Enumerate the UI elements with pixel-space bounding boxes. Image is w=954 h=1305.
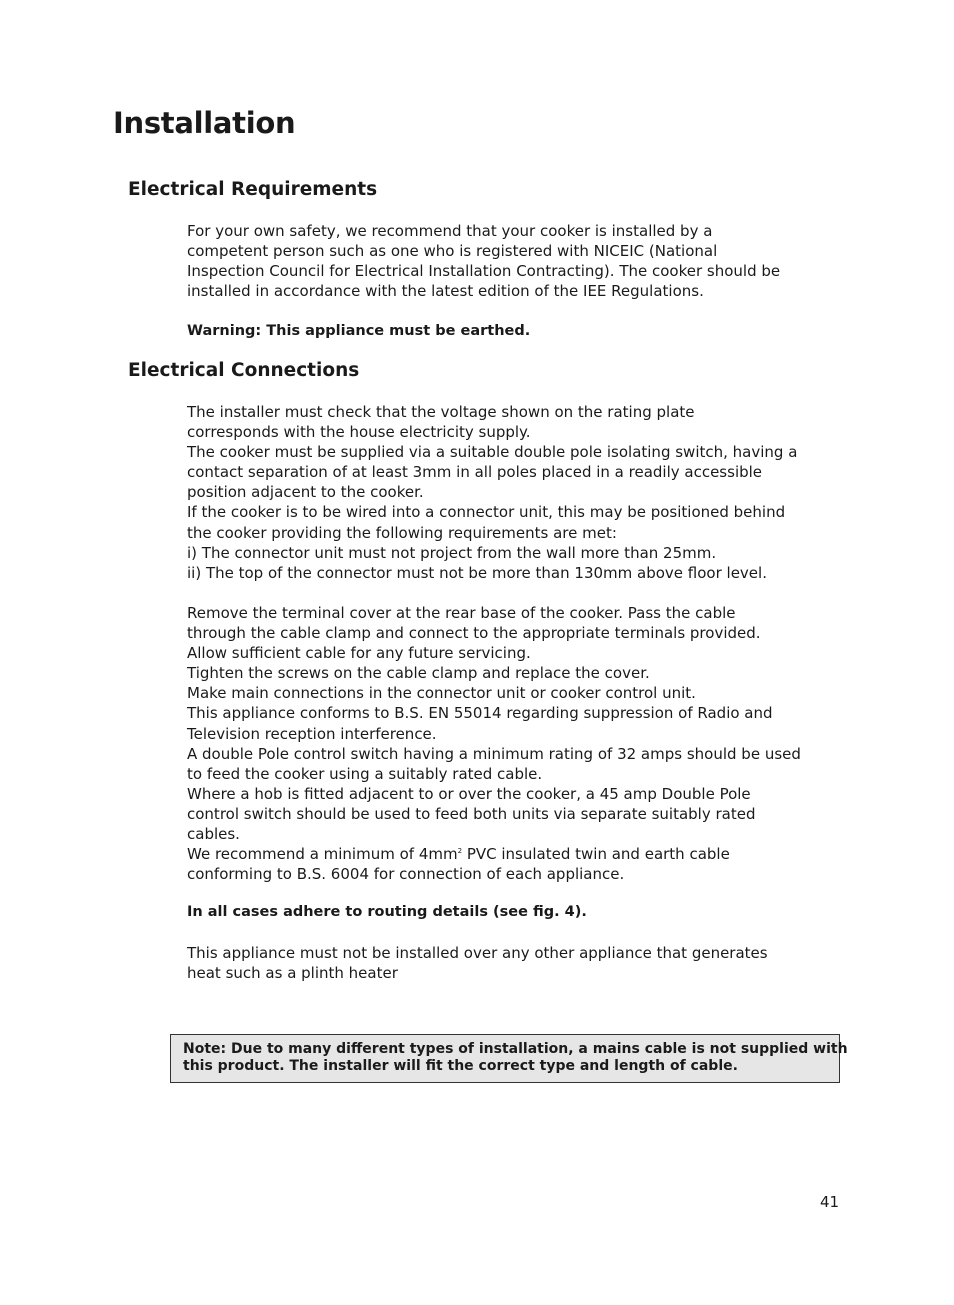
paragraph-line: Remove the terminal cover at the rear base of the cooker. Pass the cable bbox=[187, 603, 736, 622]
paragraph-line: For your own safety, we recommend that your cooker is installed by a bbox=[187, 222, 713, 240]
paragraph-line: This appliance must not be installed over any other appliance that generates bbox=[187, 944, 768, 962]
paragraph-line: Where a hob is fitted adjacent to or over the cooker, a 45 amp Double Pole bbox=[187, 784, 751, 803]
cable-text-post: PVC insulated twin and earth cable bbox=[462, 845, 730, 864]
note-line: this product. The installer will fit the correct type and length of cable. bbox=[183, 1058, 738, 1074]
paragraph-line: Make main connections in the connector unit or cooker control unit. bbox=[187, 684, 696, 703]
paragraph-line: to feed the cooker using a suitably rated cable. bbox=[187, 764, 543, 783]
paragraph-line: installed in accordance with the latest edition of the IEE Regulations. bbox=[187, 282, 704, 301]
paragraph-line: This appliance conforms to B.S. EN 55014 regarding suppression of Radio and bbox=[187, 704, 773, 723]
plinth-heater-paragraph bbox=[187, 943, 847, 983]
paragraph-line: Tighten the screws on the cable clamp and replace the cover. bbox=[187, 664, 650, 683]
paragraph-line: If the cooker is to be wired into a connector unit, this may be positioned behind bbox=[187, 503, 786, 522]
note-line: Note: Due to many different types of installation, a mains cable is not supplied with bbox=[183, 1041, 848, 1057]
paragraph-line: A double Pole control switch having a minimum rating of 32 amps should be used bbox=[187, 744, 801, 763]
routing-note: In all cases adhere to routing details (see fig. 4). bbox=[187, 904, 587, 920]
paragraph-line: The cooker must be supplied via a suitable double pole isolating switch, having a bbox=[187, 443, 798, 462]
section-heading-electrical-connections: Electrical Connections bbox=[128, 360, 360, 381]
paragraph-line: Inspection Council for Electrical Installation Contracting). The cooker should be bbox=[187, 262, 781, 281]
paragraph-line: through the cable clamp and connect to the appropriate terminals provided. bbox=[187, 624, 761, 643]
paragraph-line: control switch should be used to feed both units via separate suitably rated bbox=[187, 804, 756, 823]
paragraph-line: conforming to B.S. 6004 for connection of each appliance. bbox=[187, 865, 625, 884]
page-number: 41 bbox=[820, 1193, 840, 1211]
section-heading-electrical-requirements: Electrical Requirements bbox=[128, 179, 378, 200]
cable-text-pre: We recommend a minimum of 4mm bbox=[187, 845, 458, 864]
page-title: Installation bbox=[113, 106, 296, 140]
electrical-connections-paragraph bbox=[187, 402, 847, 884]
squared-superscript: 2 bbox=[457, 847, 463, 856]
paragraph-line: heat such as a plinth heater bbox=[187, 964, 398, 983]
paragraph-line: contact separation of at least 3mm in all poles placed in a readily accessible bbox=[187, 463, 763, 482]
paragraph-line: competent person such as one who is registered with NICEIC (National bbox=[187, 242, 718, 261]
earthing-warning: Warning: This appliance must be earthed. bbox=[187, 323, 531, 339]
paragraph-line: corresponds with the house electricity supply. bbox=[187, 423, 531, 442]
paragraph-line: ii) The top of the connector must not be more than 130mm above floor level. bbox=[187, 563, 767, 582]
mains-cable-note-box bbox=[170, 1034, 848, 1083]
paragraph-line: Allow sufficient cable for any future servicing. bbox=[187, 644, 531, 663]
paragraph-line: the cooker providing the following requirements are met: bbox=[187, 523, 617, 542]
paragraph-line: The installer must check that the voltage shown on the rating plate bbox=[187, 403, 695, 421]
cable-recommendation-line bbox=[187, 844, 847, 864]
paragraph-line: Television reception interference. bbox=[187, 724, 437, 743]
paragraph-line: cables. bbox=[187, 824, 240, 843]
electrical-requirements-paragraph bbox=[187, 221, 847, 301]
paragraph-line: i) The connector unit must not project from the wall more than 25mm. bbox=[187, 543, 717, 562]
paragraph-line: position adjacent to the cooker. bbox=[187, 483, 424, 502]
